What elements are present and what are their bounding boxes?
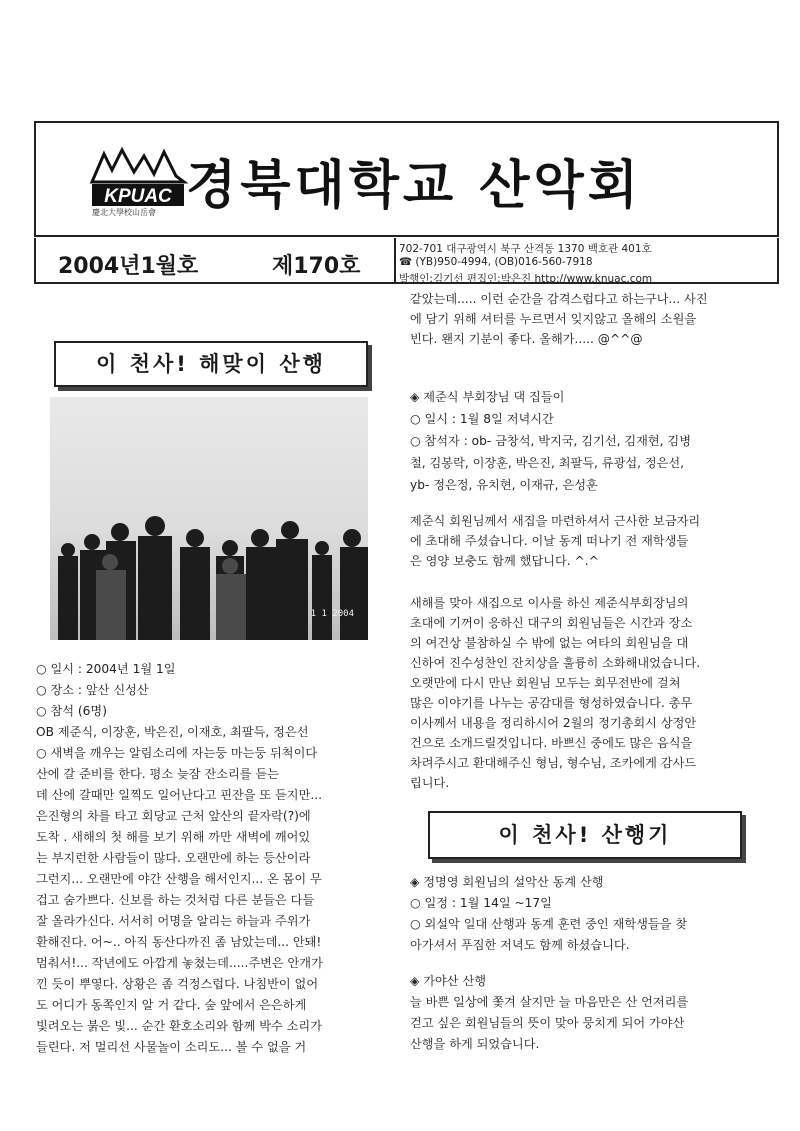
- body-line: 초대에 기꺼이 응하신 대구의 회원님들은 시간과 장소: [410, 616, 693, 630]
- event-line: ○ 참석자 : ob- 금창석, 박지국, 김기선, 김재현, 김병: [410, 434, 691, 448]
- body-line: ○ 새벽을 깨우는 알림소리에 자는둥 마는둥 뒤척이다: [36, 746, 318, 760]
- event-heading: ◈ 제준식 부회장님 댁 집들이: [410, 390, 565, 404]
- event-line: 늘 바쁜 일상에 쫓겨 살지만 늘 마음만은 산 언저리를: [410, 995, 689, 1009]
- logo-subtitle: 慶北大學校山岳會: [92, 208, 156, 217]
- issue-number: 제170호: [272, 254, 361, 279]
- body-line: 에 초대해 주셨습니다. 이날 동계 떠나기 전 재학생들: [410, 534, 689, 548]
- contact-publisher: 발행인:김기선 편집인:박은진 http://www.knuac.com: [399, 273, 653, 285]
- event-line: yb- 정은정, 유치현, 이재규, 은성훈: [410, 478, 598, 492]
- photo-date-stamp: 1 1 2004: [310, 609, 354, 619]
- body-line: 많은 이야기를 나누는 공감대를 형성하였습니다. 총무: [410, 696, 693, 710]
- body-line: 차려주시고 환대해주신 형님, 형수님, 조카에게 감사드: [410, 756, 697, 770]
- body-line: 멈춰서!... 작년에도 아깝게 놓쳤는데.....주변은 안개가: [36, 956, 323, 970]
- event-line: 산행을 하게 되었습니다.: [410, 1037, 540, 1051]
- body-line: 잘 올라가신다. 서서히 어명을 알리는 하늘과 주위가: [36, 914, 311, 928]
- logo-text: KPUAC: [104, 186, 172, 207]
- event-line: ○ 외설악 일대 산행과 동계 훈련 중인 재학생들을 찾: [410, 917, 688, 931]
- info-line: ○ 장소 : 앞산 신성산: [36, 683, 149, 697]
- section-title-hiking-log: 이 천사! 산행기: [428, 811, 742, 859]
- section-title-sunrise-hike: 이 천사! 해맞이 산행: [54, 341, 368, 387]
- body-line: 도 어디가 동쪽인지 알 거 같다. 숲 앞에서 은은하게: [36, 998, 307, 1012]
- body-line: 그런지... 오랜만에 야간 산행을 해서인지... 온 몸이 무: [36, 872, 322, 886]
- body-line: 산에 갈 준비를 한다. 평소 늦잠 잔소리를 듣는: [36, 767, 279, 781]
- body-line: 같았는데..... 이런 순간을 감격스럽다고 하는구나... 사진: [410, 292, 708, 306]
- body-line: 오랫만에 다시 만난 회원님 모두는 회무전반에 걸쳐: [410, 676, 681, 690]
- event-line: ○ 일정 : 1월 14일 ~17일: [410, 896, 552, 910]
- body-line: 빈다. 왠지 기분이 좋다. 올해가..... @^^@: [410, 332, 643, 346]
- body-line: 도착 . 새해의 첫 해를 보기 위해 까만 새벽에 깨어있: [36, 830, 311, 844]
- body-line: 에 담기 위해 셔터를 누르면서 잊지않고 올해의 소원을: [410, 312, 697, 326]
- event-heading: ◈ 정명영 회원님의 설악산 동계 산행: [410, 875, 604, 889]
- body-line: 빛려오는 붉은 빛... 순간 환호소리와 함께 박수 소리가: [36, 1019, 322, 1033]
- body-line: 낀 듯이 뿌옇다. 상황은 좀 걱정스럽다. 나침반이 없어: [36, 977, 319, 991]
- event-line: 아가셔서 푸짐한 저녁도 함께 하셨습니다.: [410, 938, 630, 952]
- body-line: 겁고 숨가쁘다. 신보를 하는 것처럼 다른 분들은 다들: [36, 893, 315, 907]
- contact-phones: ☎ (YB)950-4994, (OB)016-560-7918: [399, 256, 593, 268]
- info-divider: [394, 238, 396, 284]
- body-line: 건으로 소개드릴것입니다. 바쁘신 중에도 많은 음식을: [410, 736, 693, 750]
- event-line: 걷고 싶은 회원님들의 뜻이 맞아 뭉치게 되어 가야산: [410, 1016, 685, 1030]
- issue-date: 2004년1월호: [58, 254, 199, 279]
- group-photo: [50, 397, 368, 640]
- body-line: 새해를 맞아 새집으로 이사를 하신 제준식부회장님의: [410, 596, 689, 610]
- event-heading: ◈ 가야산 산행: [410, 974, 486, 988]
- body-line: 이사께서 내용을 정리하시어 2월의 정기총회시 상정안: [410, 716, 697, 730]
- newsletter-title: 경북대학교 산악회: [186, 156, 642, 216]
- body-line: 의 여건상 불참하실 수 밖에 없는 여타의 회원님을 대: [410, 636, 689, 650]
- body-line: 은진형의 차를 타고 회당교 근처 앞산의 끝자락(?)에: [36, 809, 311, 823]
- event-line: ○ 일시 : 1월 8일 저녁시간: [410, 412, 554, 426]
- body-line: 환해진다. 어~.. 아직 동산다까진 좀 남았는데... 안돼!: [36, 935, 322, 949]
- body-line: 는 부지런한 사람들이 많다. 오랜만에 하는 등산이라: [36, 851, 311, 865]
- body-line: 데 산에 갈때만 일찍도 일어난다고 핀잔을 또 듣지만...: [36, 788, 322, 802]
- body-line: 은 영양 보충도 함께 했답니다. ^.^: [410, 554, 599, 568]
- contact-address: 702-701 대구광역시 북구 산격동 1370 백호관 401호: [399, 243, 652, 255]
- event-line: 철, 김봉락, 이장훈, 박은진, 최팔득, 류광섭, 정은선,: [410, 456, 685, 470]
- body-line: 립니다.: [410, 776, 450, 790]
- info-line: ○ 일시 : 2004년 1월 1일: [36, 662, 176, 676]
- body-line: OB 제준식, 이장훈, 박은진, 이재호, 최팔득, 정은선: [36, 725, 309, 739]
- body-line: 들린다. 저 멀리선 사물놀이 소리도... 볼 수 없을 거: [36, 1040, 307, 1054]
- body-line: 제준식 회원님께서 새집을 마련하셔서 근사한 보금자리: [410, 514, 701, 528]
- body-line: 신하여 진수성찬인 잔치상을 훌륭히 소화해내었습니다.: [410, 656, 701, 670]
- info-line: ○ 참석 (6명): [36, 704, 107, 718]
- mountain-icon: [92, 150, 184, 182]
